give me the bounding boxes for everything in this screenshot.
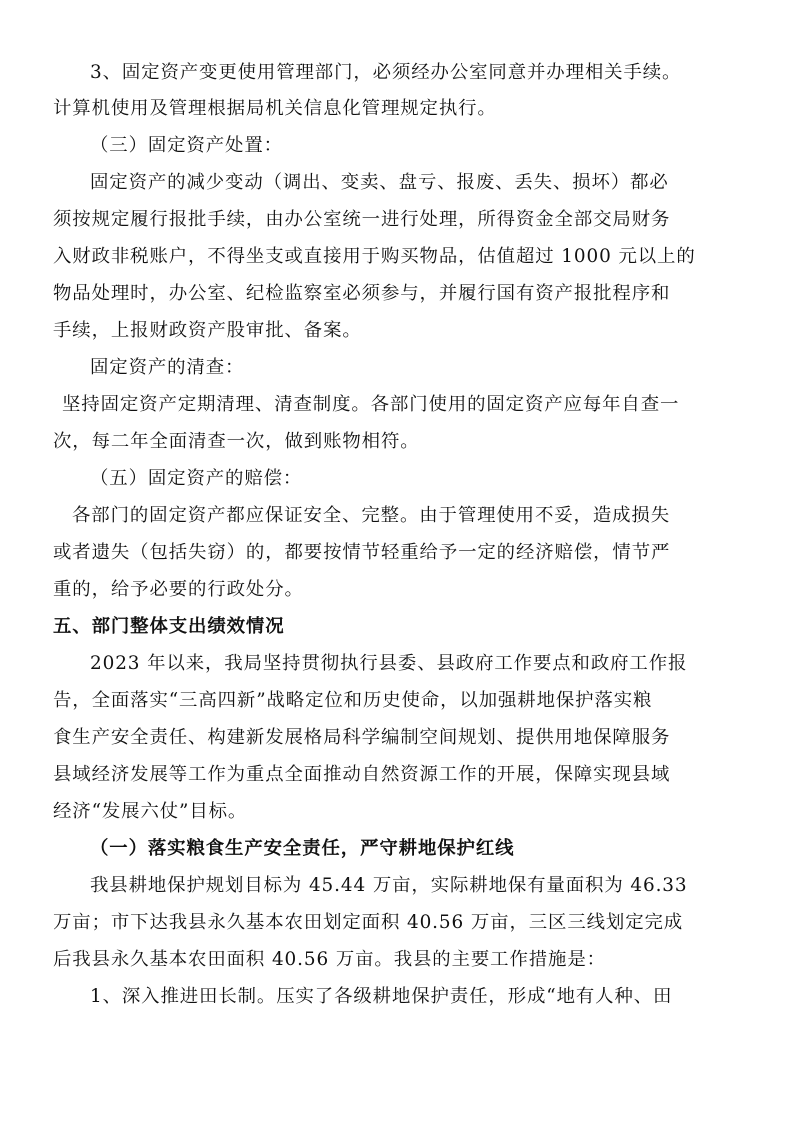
- paragraph-line: 物品处理时，办公室、纪检监察室必须参与，并履行国有资产报批程序和: [53, 283, 671, 304]
- paragraph-line: 3、固定资产变更使用管理部门，必须经办公室同意并办理相关手续。: [90, 62, 682, 83]
- paragraph-line: 固定资产的减少变动（调出、变卖、盘亏、报废、丢失、损坏）都必: [90, 172, 669, 193]
- subsection-heading: （五）固定资产的赔偿：: [90, 468, 303, 489]
- paragraph-line: 须按规定履行报批手续，由办公室统一进行处理，所得资金全部交局财务: [53, 209, 671, 230]
- paragraph-line: 入财政非税账户，不得坐支或直接用于购买物品，估值超过 1000 元以上的: [53, 246, 696, 267]
- subsection-heading: （三）固定资产处置：: [90, 135, 283, 156]
- paragraph-line: 2023 年以来，我局坚持贯彻执行县委、县政府工作要点和政府工作报: [90, 653, 688, 674]
- paragraph-line: 县域经济发展等工作为重点全面推动自然资源工作的开展，保障实现县域: [53, 764, 671, 785]
- paragraph-line: 经济“发展六仗”目标。: [53, 801, 248, 822]
- paragraph-line: 各部门的固定资产都应保证安全、完整。由于管理使用不妥，造成损失: [72, 505, 671, 526]
- paragraph-line: 万亩；市下达我县永久基本农田划定面积 40.56 万亩，三区三线划定完成: [53, 912, 684, 933]
- paragraph-line: 我县耕地保护规划目标为 45.44 万亩，实际耕地保有量面积为 46.33: [90, 875, 688, 896]
- paragraph-line: 重的，给予必要的行政处分。: [53, 579, 304, 600]
- paragraph-line: 1、深入推进田长制。压实了各级耕地保护责任，形成“地有人种、田: [90, 986, 673, 1007]
- paragraph-line: 手续，上报财政资产股审批、备案。: [53, 320, 362, 341]
- subsection-heading: 固定资产的清查：: [90, 357, 245, 378]
- paragraph-line: 计算机使用及管理根据局机关信息化管理规定执行。: [53, 98, 497, 119]
- paragraph-line: 食生产安全责任、构建新发展格局科学编制空间规划、提供用地保障服务: [53, 727, 671, 748]
- paragraph-line: 次，每二年全面清查一次，做到账物相符。: [53, 431, 420, 452]
- paragraph-line: 告，全面落实“三高四新”战略定位和历史使命，以加强耕地保护落实粮: [53, 690, 653, 711]
- subsection-heading: （一）落实粮食生产安全责任，严守耕地保护红线: [90, 838, 515, 859]
- paragraph-line: 后我县永久基本农田面积 40.56 万亩。我县的主要工作措施是：: [53, 949, 606, 970]
- paragraph-line: 坚持固定资产定期清理、清查制度。各部门使用的固定资产应每年自查一: [62, 394, 680, 415]
- section-heading: 五、部门整体支出绩效情况: [53, 616, 285, 637]
- paragraph-line: 或者遗失（包括失窃）的，都要按情节轻重给予一定的经济赔偿，情节严: [53, 542, 671, 563]
